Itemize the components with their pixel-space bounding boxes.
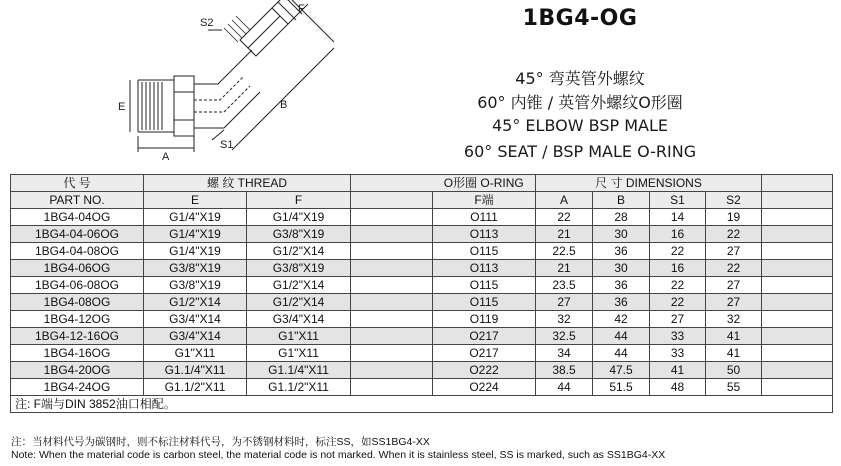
cell-part: 1BG4-08OG — [11, 294, 144, 311]
cell-s2: 32 — [706, 311, 762, 328]
cell-a: 27 — [536, 294, 593, 311]
cell-b: 42 — [593, 311, 650, 328]
cell-b: 36 — [593, 294, 650, 311]
spec-table — [10, 174, 833, 413]
cell-s1: 48 — [650, 379, 706, 396]
table-row — [11, 277, 833, 294]
elbow-outline-top — [194, 50, 252, 84]
header-row-group — [11, 175, 833, 192]
cell-f: G1.1/4"X11 — [247, 362, 351, 379]
cell-b: 28 — [593, 209, 650, 226]
label-s1: S1 — [220, 139, 234, 151]
cell-s2: 22 — [706, 226, 762, 243]
cell-s1: 22 — [650, 294, 706, 311]
cell-s1: 16 — [650, 226, 706, 243]
cell-b: 51.5 — [593, 379, 650, 396]
header-row-sub — [11, 192, 833, 209]
cell-e: G3/8"X19 — [144, 260, 247, 277]
cell-e: G1"X11 — [144, 345, 247, 362]
cell-oring: O217 — [433, 328, 536, 345]
cell-b: 47.5 — [593, 362, 650, 379]
cell-b: 36 — [593, 277, 650, 294]
cell-oring: O119 — [433, 311, 536, 328]
cell-s1: 16 — [650, 260, 706, 277]
cell-oring: O113 — [433, 260, 536, 277]
table-row — [11, 345, 833, 362]
cell-oring: O222 — [433, 362, 536, 379]
cell-part: 1BG4-06OG — [11, 260, 144, 277]
label-f: F — [298, 3, 305, 15]
cell-a: 21 — [536, 226, 593, 243]
label-a: A — [162, 151, 170, 163]
cell-b: 30 — [593, 260, 650, 277]
cell-part: 1BG4-24OG — [11, 379, 144, 396]
cell-part: 1BG4-16OG — [11, 345, 144, 362]
cell-s1: 27 — [650, 311, 706, 328]
cell-s2: 19 — [706, 209, 762, 226]
cell-part: 1BG4-20OG — [11, 362, 144, 379]
label-b: B — [280, 99, 288, 111]
subtitle-cn-1: 45° 弯英管外螺纹 — [515, 69, 645, 88]
cell-f: G1.1/2"X11 — [247, 379, 351, 396]
cell-oring: O111 — [433, 209, 536, 226]
header-thread: 螺 纹 THREAD — [144, 175, 351, 192]
cell-part: 1BG4-12-16OG — [11, 328, 144, 345]
cell-part: 1BG4-06-08OG — [11, 277, 144, 294]
table-row — [11, 209, 833, 226]
cell-s2: 50 — [706, 362, 762, 379]
cell-s1: 22 — [650, 243, 706, 260]
cell-e: G3/4"X14 — [144, 311, 247, 328]
cell-e: G1/4"X19 — [144, 209, 247, 226]
subtitle-en-1: 45° ELBOW BSP MALE — [491, 116, 669, 135]
cell-b: 30 — [593, 226, 650, 243]
dim-f — [290, 0, 334, 42]
cell-part: 1BG4-04-06OG — [11, 226, 144, 243]
cell-s2: 27 — [706, 243, 762, 260]
cell-a: 21 — [536, 260, 593, 277]
cell-a: 22.5 — [536, 243, 593, 260]
cell-s2: 41 — [706, 345, 762, 362]
table-row — [11, 362, 833, 379]
cell-a: 32.5 — [536, 328, 593, 345]
cell-s2: 41 — [706, 328, 762, 345]
cell-s2: 27 — [706, 277, 762, 294]
header-part-no: PART NO. — [11, 192, 144, 209]
cell-a: 22 — [536, 209, 593, 226]
cell-f: G1/2"X14 — [247, 294, 351, 311]
cell-s1: 33 — [650, 328, 706, 345]
table-note: 注: F端与DIN 3852油口相配。 — [11, 396, 833, 413]
cell-oring: O115 — [433, 277, 536, 294]
table-row — [11, 311, 833, 328]
cell-part: 1BG4-12OG — [11, 311, 144, 328]
label-e: E — [118, 101, 126, 113]
header-s2: S2 — [706, 192, 762, 209]
table-row — [11, 379, 833, 396]
header-a: A — [536, 192, 593, 209]
cell-s1: 33 — [650, 345, 706, 362]
subtitle-cn-2: 60° 内锥 / 英管外螺纹O形圈 — [477, 93, 683, 112]
note-row — [11, 396, 833, 413]
footnote-cn: 注：当材料代号为碳钢时，则不标注材料代号，为不锈钢材料时，标注SS，如SS1BG4-XX — [11, 436, 430, 448]
table-row — [11, 226, 833, 243]
cell-s2: 27 — [706, 294, 762, 311]
cell-part: 1BG4-04-08OG — [11, 243, 144, 260]
cell-b: 44 — [593, 328, 650, 345]
header-part-cn: 代 号 — [11, 175, 144, 192]
cell-s1: 22 — [650, 277, 706, 294]
cell-e: G1/4"X19 — [144, 226, 247, 243]
cell-e: G1/4"X19 — [144, 243, 247, 260]
header-f-end: F端 — [433, 192, 536, 209]
header-e: E — [144, 192, 247, 209]
cell-a: 44 — [536, 379, 593, 396]
cell-part: 1BG4-04OG — [11, 209, 144, 226]
cell-e: G3/8"X19 — [144, 277, 247, 294]
cell-f: G1/2"X14 — [247, 243, 351, 260]
fitting-drawing — [112, 0, 352, 172]
product-code: 1BG4-OG — [522, 6, 638, 31]
cell-e: G1.1/4"X11 — [144, 362, 247, 379]
cell-a: 23.5 — [536, 277, 593, 294]
cell-f: G3/8"X19 — [247, 226, 351, 243]
cell-b: 36 — [593, 243, 650, 260]
cell-f: G1/2"X14 — [247, 277, 351, 294]
table-row — [11, 243, 833, 260]
cell-f: G1/4"X19 — [247, 209, 351, 226]
header-f: F — [247, 192, 351, 209]
header-dimensions: 尺 寸 DIMENSIONS — [536, 175, 762, 192]
cell-e: G1.1/2"X11 — [144, 379, 247, 396]
footnote-en: Note: When the material code is carbon steel, the material code is not marked. When it is stainless steel, SS is marked, such as SS1BG4-XX — [11, 449, 666, 461]
cell-f: G1"X11 — [247, 345, 351, 362]
cell-s1: 14 — [650, 209, 706, 226]
cell-e: G1/2"X14 — [144, 294, 247, 311]
header-s1: S1 — [650, 192, 706, 209]
cell-oring: O224 — [433, 379, 536, 396]
cell-a: 34 — [536, 345, 593, 362]
label-s2: S2 — [200, 17, 214, 29]
cell-f: G1"X11 — [247, 328, 351, 345]
hex-s1 — [174, 76, 194, 136]
cell-oring: O115 — [433, 294, 536, 311]
cell-oring: O113 — [433, 226, 536, 243]
elbow-outline-bottom — [194, 92, 260, 128]
subtitle-en-2: 60° SEAT / BSP MALE O-RING — [463, 142, 697, 161]
cell-a: 38.5 — [536, 362, 593, 379]
cell-f: G3/8"X19 — [247, 260, 351, 277]
cell-s2: 55 — [706, 379, 762, 396]
table-row — [11, 328, 833, 345]
cell-f: G3/4"X14 — [247, 311, 351, 328]
cell-b: 44 — [593, 345, 650, 362]
cell-s2: 22 — [706, 260, 762, 277]
cell-oring: O115 — [433, 243, 536, 260]
cell-s1: 41 — [650, 362, 706, 379]
cell-oring: O217 — [433, 345, 536, 362]
cell-a: 32 — [536, 311, 593, 328]
cell-e: G3/4"X14 — [144, 328, 247, 345]
table-row — [11, 260, 833, 277]
table-row — [11, 294, 833, 311]
header-b: B — [593, 192, 650, 209]
header-oring: O形圈 O-RING — [433, 175, 536, 192]
